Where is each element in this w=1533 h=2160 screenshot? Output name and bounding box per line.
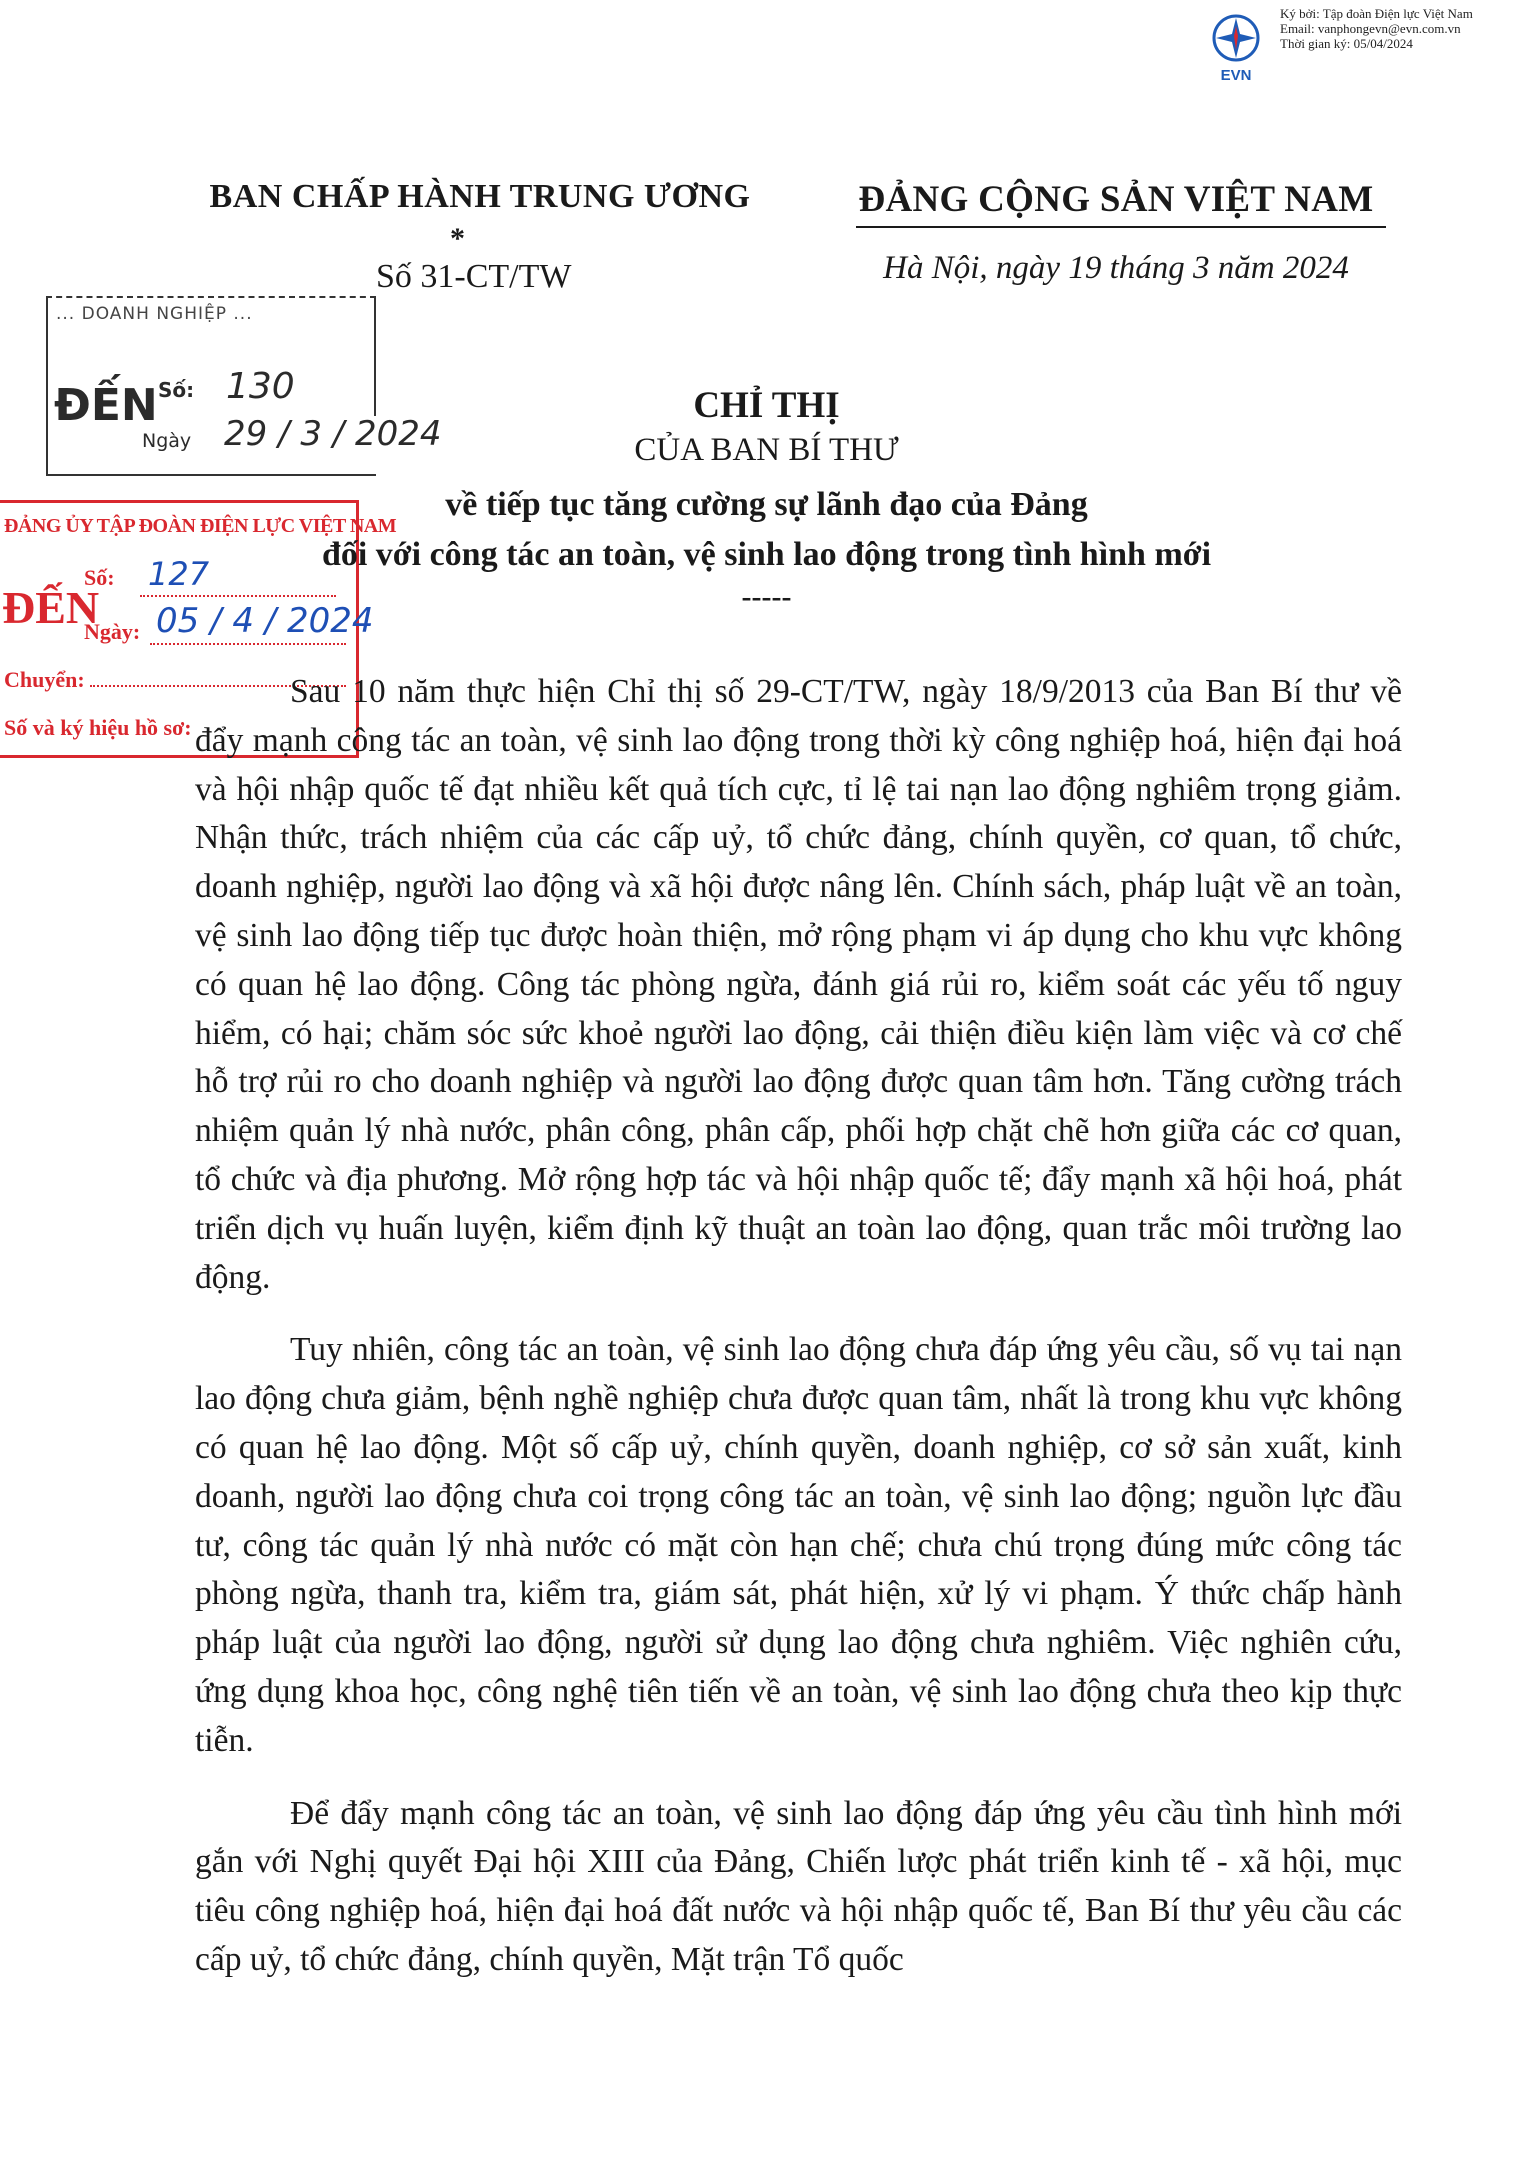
signed-time: Thời gian ký: 05/04/2024 xyxy=(1280,36,1413,51)
body-paragraph-2: Tuy nhiên, công tác an toàn, vệ sinh lao động chưa đáp ứng yêu cầu, số vụ tai nạn lao động chưa giảm, bệnh nghề nghiệp chưa được quan tâm, nhất là trong khu vực không có quan hệ lao động. Một số cấp uỷ, chính quyền, doanh nghiệp, cơ sở sản xuất, kinh doanh, người lao động chưa coi trọng công tác an toàn, vệ sinh lao động; nguồn lực đầu tư, công tác quản lý nhà nước có mặt còn hạn chế; chưa chú trọng đúng mức công tác phòng ngừa, thanh tra, kiểm tra, giám sát, phát hiện, xử lý vi phạm. Ý thức chấp hành pháp luật của người lao động, người sử dụng lao động chưa nghiêm. Việc nghiên cứu, ứng dụng khoa học, công nghệ tiên tiến về an toàn, vệ sinh lao động chưa theo kịp thực tiễn. xyxy=(195,1331,1402,1759)
stamp-den: ĐẾN xyxy=(2,582,100,633)
document-number: Số 31-CT/TW xyxy=(376,258,572,295)
stamp-dotted-line xyxy=(150,643,346,645)
stamp-number-value: 127 xyxy=(148,555,210,593)
title-separator: ----- xyxy=(741,580,792,613)
document-type-title: CHỈ THỊ xyxy=(693,385,840,426)
stamp-transfer-label: Chuyển: xyxy=(4,667,85,692)
signer-email: Email: vanphongevn@evn.com.vn xyxy=(1280,21,1461,36)
body-paragraph-1: Sau 10 năm thực hiện Chỉ thị số 29-CT/TW, ngày 18/9/2013 của Ban Bí thư về đẩy mạnh công tác an toàn, vệ sinh lao động trong thời kỳ công nghiệp hoá, hiện đại hoá và hội nhập quốc tế đạt nhiều kết quả tích cực, tỉ lệ tai nạn lao động nghiêm trọng giảm. Nhận thức, trách nhiệm của các cấp uỷ, tổ chức đảng, chính quyền, cơ quan, tổ chức, doanh nghiệp, người lao động và xã hội được nâng lên. Chính sách, pháp luật về an toàn, vệ sinh lao động tiếp tục được hoàn thiện, mở rộng phạm vi áp dụng cho khu vực không có quan hệ lao động. Công tác phòng ngừa, đánh giá rủi ro, kiểm soát các yếu tố nguy hiểm, có hại; chăm sóc sức khoẻ người lao động, cải thiện điều kiện làm việc và cơ chế hỗ trợ rủi ro cho doanh nghiệp và người lao động được quan tâm hơn. Tăng cường trách nhiệm quản lý nhà nước, phân công, phân cấp, phối hợp chặt chẽ hơn giữa các cơ quan, tổ chức và địa phương. Mở rộng hợp tác và hội nhập quốc tế; đẩy mạnh xã hội hoá, phát triển dịch vụ huấn luyện, kiểm định kỹ thuật an toàn lao động, quan trắc môi trường lao động. xyxy=(195,673,1402,1296)
stamp-org: ĐẢNG ỦY TẬP ĐOÀN ĐIỆN LỰC VIỆT NAM xyxy=(4,515,397,537)
stamp-frame xyxy=(46,474,376,476)
signature-info xyxy=(1280,6,1530,51)
header-star: * xyxy=(450,222,465,255)
subject-line-1: về tiếp tục tăng cường sự lãnh đạo của Đảng xyxy=(445,486,1088,523)
body-paragraph-3: Để đẩy mạnh công tác an toàn, vệ sinh lao động đáp ứng yêu cầu tình hình mới gắn với Nghị quyết Đại hội XIII của Đảng, Chiến lược phát triển kinh tế - xã hội, mục tiêu công nghiệp hoá, hiện đại hoá đất nước và hội nhập quốc tế, Ban Bí thư yêu cầu các cấp uỷ, tổ chức đảng, chính quyền, Mặt trận Tổ quốc xyxy=(195,1794,1402,1978)
issuer-name: BAN CHẤP HÀNH TRUNG ƯƠNG xyxy=(209,178,751,215)
stamp-org: ... DOANH NGHIỆP ... xyxy=(56,304,253,324)
stamp-number-label: Số: xyxy=(84,565,115,590)
stamp-den: ĐẾN xyxy=(54,380,158,431)
document-subject xyxy=(0,480,1533,580)
document-issuer-subtitle: CỦA BAN BÍ THƯ xyxy=(634,432,899,468)
document-date: Hà Nội, ngày 19 tháng 3 năm 2024 xyxy=(883,250,1349,286)
evn-logo xyxy=(1204,12,1268,86)
stamp-number-value: 130 xyxy=(226,366,295,407)
stamp-date-label: Ngày: xyxy=(84,619,141,644)
stamp-file-label: Số và ký hiệu hồ sơ: xyxy=(4,715,192,740)
party-name: ĐẢNG CỘNG SẢN VIỆT NAM xyxy=(858,179,1374,220)
evn-star-icon xyxy=(1204,12,1268,86)
document-body xyxy=(195,668,1402,2009)
stamp-date-value: 29 / 3 / 2024 xyxy=(224,414,442,454)
stamp-date-label: Ngày xyxy=(142,430,192,452)
party-name-underline xyxy=(856,226,1386,228)
subject-line-2: đối với công tác an toàn, vệ sinh lao động trong tình hình mới xyxy=(321,536,1212,573)
signed-by: Ký bởi: Tập đoàn Điện lực Việt Nam xyxy=(1280,6,1473,21)
evn-logo-text: EVN xyxy=(1220,67,1252,84)
stamp-date-value: 05 / 4 / 2024 xyxy=(156,601,374,641)
stamp-number-label: Số: xyxy=(158,378,195,402)
stamp-frame xyxy=(46,296,376,298)
